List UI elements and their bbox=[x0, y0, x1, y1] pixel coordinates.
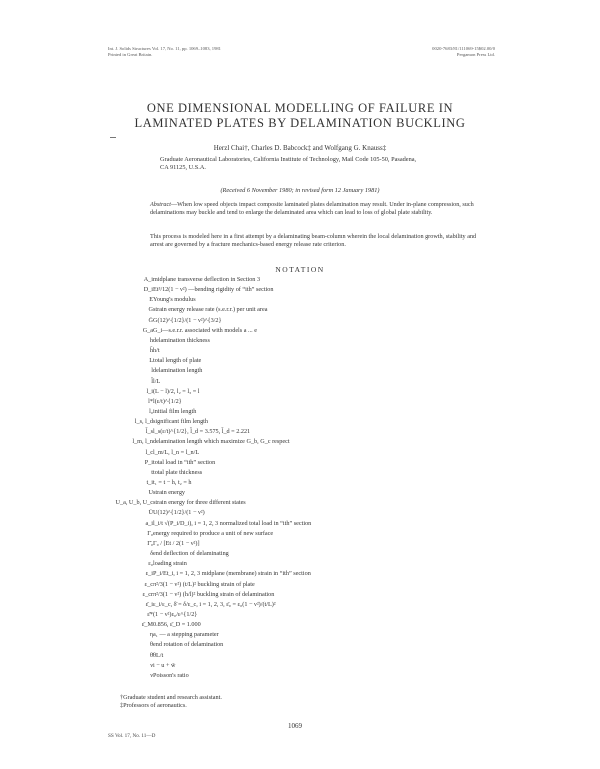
notation-definition: Poisson's ratio bbox=[153, 671, 189, 679]
notation-symbol: Ḡ bbox=[148, 316, 153, 324]
notation-symbol: Γ₀ bbox=[147, 529, 153, 537]
notation-definition: strain energy release rate (s.e.r.r.) per unit area bbox=[153, 306, 268, 314]
abstract-label: Abstract bbox=[150, 201, 171, 208]
notation-symbol: a_i bbox=[145, 519, 153, 527]
notation-symbol: l bbox=[151, 367, 153, 375]
footer-volume: SS Vol. 17, No. 11—D bbox=[108, 733, 156, 739]
code-line-1: 0020-7683/81/111069-15$02.00/0 bbox=[432, 46, 495, 51]
notation-definition: loading strain bbox=[153, 560, 187, 568]
notation-symbol: l₀ bbox=[149, 407, 153, 415]
notation-definition: a₁ — a stepping parameter bbox=[153, 631, 219, 639]
notation-symbol: G bbox=[148, 306, 153, 314]
notation-symbol: ν bbox=[150, 661, 153, 669]
notation-definition: delamination length bbox=[153, 367, 203, 375]
abstract-text-1: —When low speed objects impact composite laminated plates delamination may result. Under in-plane compression, such delaminations may buckle and tend to enlarge the delaminated area which can lead to loss of global plate stability. bbox=[150, 201, 474, 216]
notation-heading: NOTATION bbox=[275, 265, 325, 274]
notation-definition: U(12)^{1/2}/(1 − ν²) bbox=[153, 509, 205, 517]
notation-symbol: t bbox=[151, 468, 153, 476]
affiliation-line-1: Graduate Aeronautical Laboratories, California Institute of Technology, Mail Code 105-50, Pasadena, bbox=[160, 156, 417, 163]
notation-definition: P_i/Et_i, i = 1, 2, 3 midplane (membrane) strain in “ith” section bbox=[153, 570, 311, 578]
notation-definition: l/L bbox=[153, 377, 161, 385]
notation-symbol: t_i bbox=[146, 479, 153, 486]
journal-citation bbox=[108, 46, 221, 58]
notation-definition: strain energy bbox=[153, 489, 186, 497]
notation-symbol: l_i bbox=[146, 387, 153, 395]
notation-symbol: L bbox=[149, 357, 153, 365]
notation-definition: end rotation of delamination bbox=[153, 641, 224, 649]
footnotes bbox=[120, 694, 222, 709]
notation-definition: initial film length bbox=[153, 407, 197, 415]
notation-symbol: U_a, U_b, U_c bbox=[115, 499, 153, 507]
notation-definition: Et³/12(1 − ν²) —bending rigidity of “ith” section bbox=[153, 286, 274, 294]
notation-symbol: θ bbox=[150, 641, 153, 649]
footnote-1: †Graduate student and research assistant. bbox=[120, 694, 222, 701]
notation-definition: Γ₀ / [Et / 2(1 − ν²)] bbox=[153, 539, 200, 547]
abstract-paragraph-1 bbox=[150, 201, 480, 216]
notation-definition: l(ε/t)^{1/2} bbox=[153, 397, 182, 405]
title-line-1: ONE DIMENSIONAL MODELLING OF FAILURE IN bbox=[146, 101, 454, 115]
notation-definition: l_s(ε/t)^{1/2}, l̄_d = 3.575, l̄_d = 2.221 bbox=[153, 428, 251, 436]
notation-symbol: ν bbox=[150, 671, 153, 679]
notation-symbol: δ bbox=[150, 550, 153, 558]
notation-definition: h/t bbox=[153, 347, 160, 355]
notation-definition: (L − l)/2, l₂ = l₃ = l bbox=[153, 387, 200, 395]
code-line-2: Pergamon Press Ltd. bbox=[456, 52, 495, 57]
notation-symbol: A_i bbox=[143, 276, 153, 283]
notation-definition: l_m/L, l_n = l_n/L bbox=[153, 448, 200, 456]
notation-definition: delamination length which maximize G_b, G_c respect bbox=[153, 438, 290, 446]
notation-definition: energy required to produce a unit of new surface bbox=[153, 529, 274, 537]
notation-definition: t₁ = t − h, t₂ = h bbox=[153, 479, 192, 486]
notation-symbol: ε_i bbox=[145, 570, 153, 578]
received-date: (Received 6 November 1980; in revised form 12 January 1981) bbox=[220, 187, 380, 194]
notation-definition: total load in “ith” section bbox=[153, 458, 216, 466]
notation-definition: G_i—s.e.r.r. associated with models a ... e bbox=[153, 326, 257, 334]
notation-symbol: ε_cr bbox=[142, 590, 153, 598]
authors: Herzl Chai†, Charles D. Babcock‡ and Wolfgang G. Knauss‡ bbox=[213, 144, 387, 152]
notation-symbol: θ̄ bbox=[150, 651, 153, 659]
notation-definition: significant film length bbox=[153, 418, 208, 426]
title-line-2: LAMINATED PLATES BY DELAMINATION BUCKLING bbox=[134, 116, 466, 130]
affiliation-line-2: CA 91125, U.S.A. bbox=[160, 164, 206, 172]
notation-symbol: l̄_s bbox=[145, 428, 153, 436]
notation-symbol: h bbox=[149, 336, 153, 344]
notation-definition: Young's modulus bbox=[153, 296, 196, 304]
notation-definition: total length of plate bbox=[153, 357, 202, 365]
notation-definition: total plate thickness bbox=[153, 468, 203, 476]
notation-symbol: U bbox=[148, 489, 153, 497]
margin-mark bbox=[110, 137, 116, 138]
notation-symbol: l̄ bbox=[151, 377, 153, 385]
notation-symbol: D_i bbox=[143, 286, 153, 294]
notation-symbol: l_m, l_n bbox=[132, 438, 153, 446]
abstract-paragraph-2: This process is modeled here in a first attempt by a delaminating beam-column wherein the local delamination growth, stability and arrest are governed by a fracture mechanics-based energy release rate criterion. bbox=[150, 233, 477, 248]
notation-symbol: E bbox=[149, 296, 153, 304]
notation-symbol: ε̄* bbox=[147, 610, 153, 618]
notation-symbol: P_i bbox=[144, 458, 153, 466]
notation-symbol: l_s, l_d bbox=[134, 418, 153, 426]
notation-symbol: l* bbox=[148, 397, 153, 405]
notation-definition: (1 − ν²)ε₀/ε^{1/2} bbox=[153, 610, 198, 618]
journal-code bbox=[410, 46, 495, 58]
journal-line-2: Printed in Great Britain. bbox=[108, 52, 153, 57]
notation-definition: l_i/t √(P_i/D_i), i = 1, 2, 3 normalized total load in “ith” section bbox=[153, 519, 312, 527]
notation-definition: G(12)^{1/2}/(1 − ν²)^{3/2} bbox=[153, 316, 222, 324]
notation-definition: strain energy for three different states bbox=[153, 499, 246, 507]
notation-symbol: Ū bbox=[148, 509, 153, 517]
notation-symbol: ε_c bbox=[144, 580, 153, 588]
notation-definition: π²/3(1 − ν²) (h/l)² buckling strain of delamination bbox=[153, 590, 275, 598]
notation-definition: delamination thickness bbox=[153, 336, 210, 344]
notation-definition: midplane transverse deflection in Section 3 bbox=[153, 276, 261, 283]
notation-definition: θL/t bbox=[153, 651, 164, 659]
footnote-2: ‡Professors of aeronautics. bbox=[120, 701, 187, 709]
notation-definition: π²/3(1 − ν²) (t/L)² buckling strain of plate bbox=[153, 580, 255, 588]
affiliation bbox=[160, 156, 490, 172]
notation-symbol: ε̄_i bbox=[145, 600, 153, 608]
notation-symbol: ε₀ bbox=[148, 560, 153, 568]
notation-symbol: h̄ bbox=[149, 347, 153, 355]
journal-line-1: Int. J. Solids Structures Vol. 17, No. 11, pp. 1069–1083, 1981 bbox=[108, 46, 221, 51]
notation-definition: end deflection of delaminating bbox=[153, 550, 229, 558]
notation-symbol: l_c bbox=[145, 448, 153, 456]
notation-symbol: Γ̄₀ bbox=[147, 539, 153, 547]
page-number: 1069 bbox=[288, 722, 302, 730]
notation-definition: i − u + w̄ bbox=[153, 661, 176, 669]
notation-symbol: G_a bbox=[142, 326, 153, 334]
paper-title bbox=[120, 101, 480, 131]
notation-definition: ε_i/ε_c, δ̄ = δ/ε_c, i = 1, 2, 3, ε̄₀ = ε₀(1 − ν²)/(t/L)² bbox=[153, 600, 276, 608]
notation-symbol: η bbox=[149, 631, 153, 639]
notation-definition: 0.856, ε̄_D = 1.000 bbox=[153, 621, 201, 629]
notation-symbol: ε̄_M bbox=[141, 621, 153, 629]
